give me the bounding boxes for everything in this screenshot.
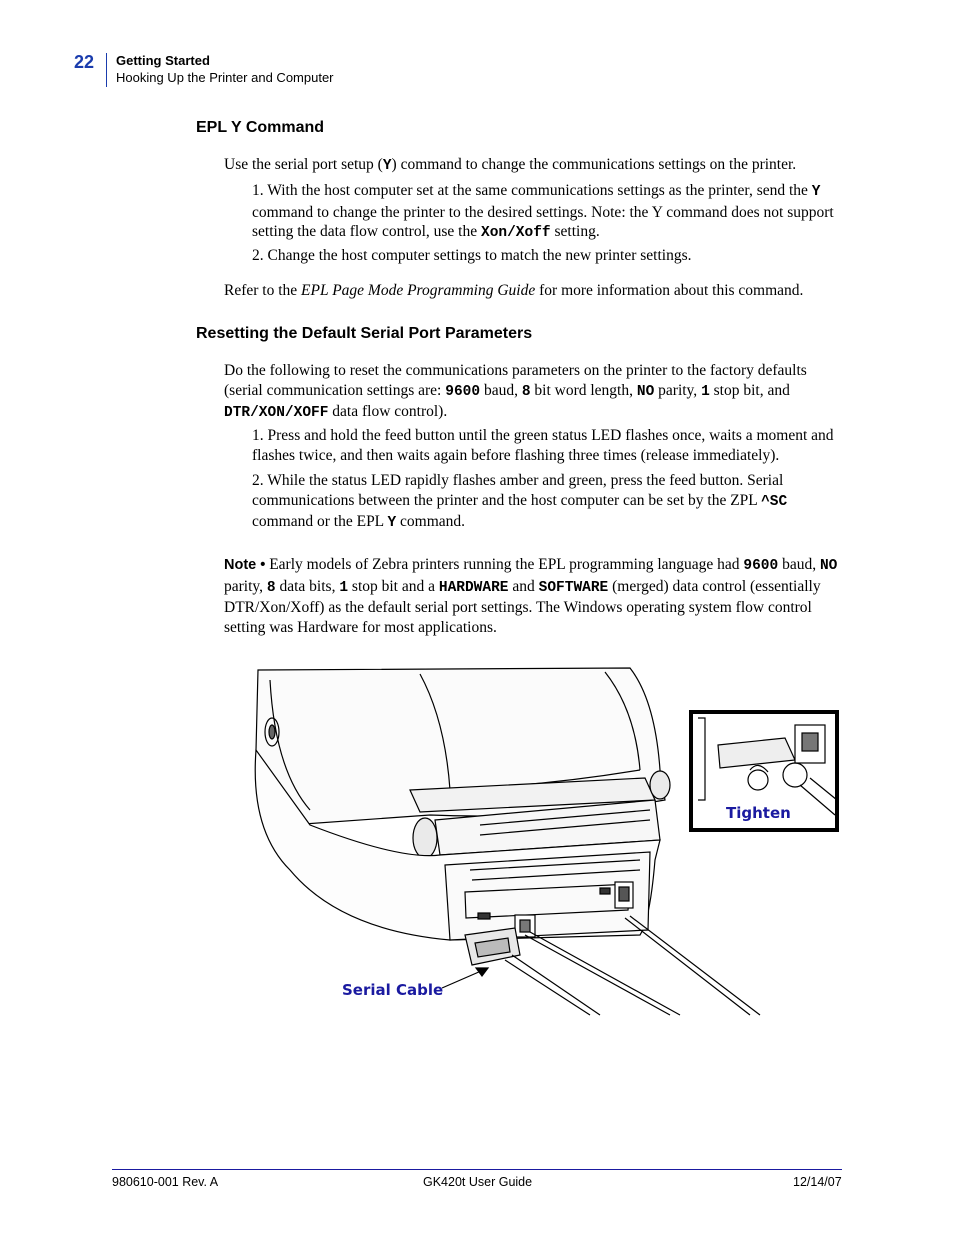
footer-divider xyxy=(112,1169,842,1170)
printer-rear-illustration xyxy=(250,660,850,1020)
epl-y-step-2: 2. Change the host computer settings to match the new printer settings. xyxy=(252,247,692,264)
epl-y-refer: Refer to the EPL Page Mode Programming Guide for more information about this command. xyxy=(224,282,804,299)
note-label: Note • xyxy=(224,557,266,573)
power-cable xyxy=(625,916,760,1015)
footer-date: 12/14/07 xyxy=(793,1175,842,1189)
footer-doc-number: 980610-001 Rev. A xyxy=(112,1175,219,1189)
usb-cable xyxy=(525,932,680,1015)
serial-cable xyxy=(505,955,600,1015)
section-title: Hooking Up the Printer and Computer xyxy=(116,70,334,85)
reset-intro: Do the following to reset the communications parameters on the printer to the factory defaults (serial communication settings are: 9600 baud, 8 bit word length, NO parity, 1 stop bit, and DTR/XON/XOFF data flow control). xyxy=(224,362,807,421)
guide-title: EPL Page Mode Programming Guide xyxy=(301,282,536,299)
header-divider xyxy=(106,53,107,87)
note-paragraph: Note • Early models of Zebra printers running the EPL programming language had 9600 baud, NO parity, 8 data bits, 1 stop bit and a HARDWARE and SOFTWARE (merged) data control (essentially DTR/Xon/Xoff) as the default serial port settings. The Windows operating system flow control setting was Hardware for most applications. xyxy=(224,556,838,636)
epl-y-step-1: 1. With the host computer set at the same communications settings as the printer, send the Y command to change the printer to the desired settings. Note: the Y command does not support setting the data flow control, use the Xon/Xoff setting. xyxy=(252,182,834,241)
page-number: 22 xyxy=(74,52,95,72)
epl-y-heading: EPL Y Command xyxy=(196,119,325,136)
epl-y-intro: Use the serial port setup (Y) command to change the communications settings on the printer. xyxy=(224,156,797,174)
footer-title: GK420t User Guide xyxy=(423,1175,533,1189)
reset-step-1: 1. Press and hold the feed button until the green status LED flashes once, waits a moment and flashes twice, and then waits again before flashing three times (release immediately). xyxy=(252,427,834,464)
tighten-label: Tighten xyxy=(726,804,791,822)
chapter-title: Getting Started xyxy=(116,53,210,68)
serial-cable-label: Serial Cable xyxy=(342,981,444,999)
reset-heading: Resetting the Default Serial Port Parameters xyxy=(196,325,533,342)
reset-step-2: 2. While the status LED rapidly flashes amber and green, press the feed button. Serial communications between the printer and the host computer can be set by the ZPL ^SC command or the EPL Y command. xyxy=(252,472,788,531)
